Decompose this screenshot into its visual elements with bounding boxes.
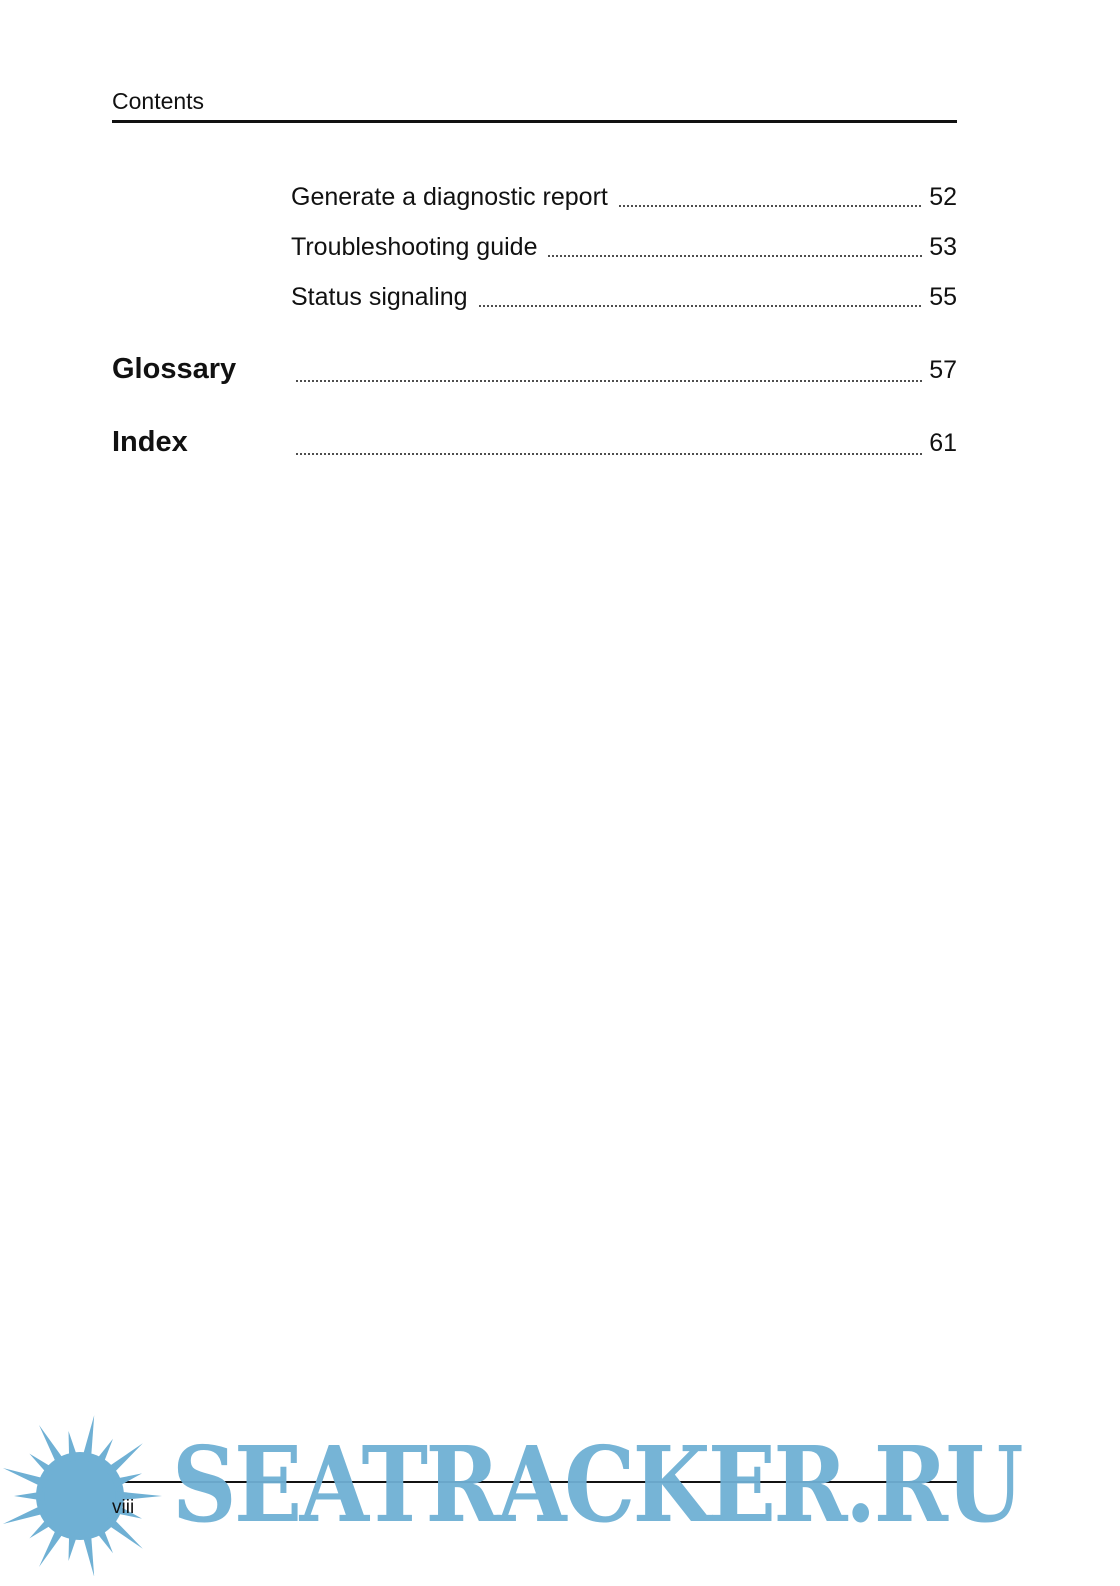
page-number: viii [112,1497,135,1518]
sun-ray [3,1504,48,1524]
toc-leader [295,380,923,382]
toc-entry-label: Status signaling [291,283,468,311]
toc-chapter-glossary[interactable] [112,350,957,389]
sun-icon [0,1406,170,1576]
sun-ray [104,1443,143,1476]
toc-leader [618,205,923,207]
watermark-text: SEATRACKER.RU [172,1423,1021,1546]
sun-ray [14,1491,44,1500]
toc-entry-page: 55 [929,283,957,311]
sun-ray [104,1515,143,1548]
header-rule [112,120,957,123]
sun-ray [3,1468,48,1488]
toc-chapter-label: Index [112,426,188,458]
toc-entry[interactable] [291,280,957,314]
sun-ray [94,1439,113,1468]
toc-leader [547,255,923,257]
toc-entry[interactable] [291,230,957,264]
toc-leader [295,453,923,455]
toc-entry-label: Troubleshooting guide [291,233,538,261]
toc-chapter-index[interactable] [112,423,957,462]
watermark [0,1400,1120,1586]
sun-ray [69,1431,79,1462]
sun-ray [69,1530,79,1561]
sun-ray [39,1425,66,1467]
toc-entry-page: 52 [929,183,957,211]
toc-leader [478,305,924,307]
toc-entry-page: 53 [929,233,957,261]
header-title: Contents [112,88,205,114]
toc-entry[interactable] [291,180,957,214]
toc-chapter-label: Glossary [112,353,237,385]
toc-entry-label: Generate a diagnostic report [291,183,608,211]
sun-ray [39,1525,66,1567]
toc-chapter-page: 57 [929,356,957,384]
toc-chapter-page: 61 [929,429,957,457]
sun-ray [94,1525,113,1554]
